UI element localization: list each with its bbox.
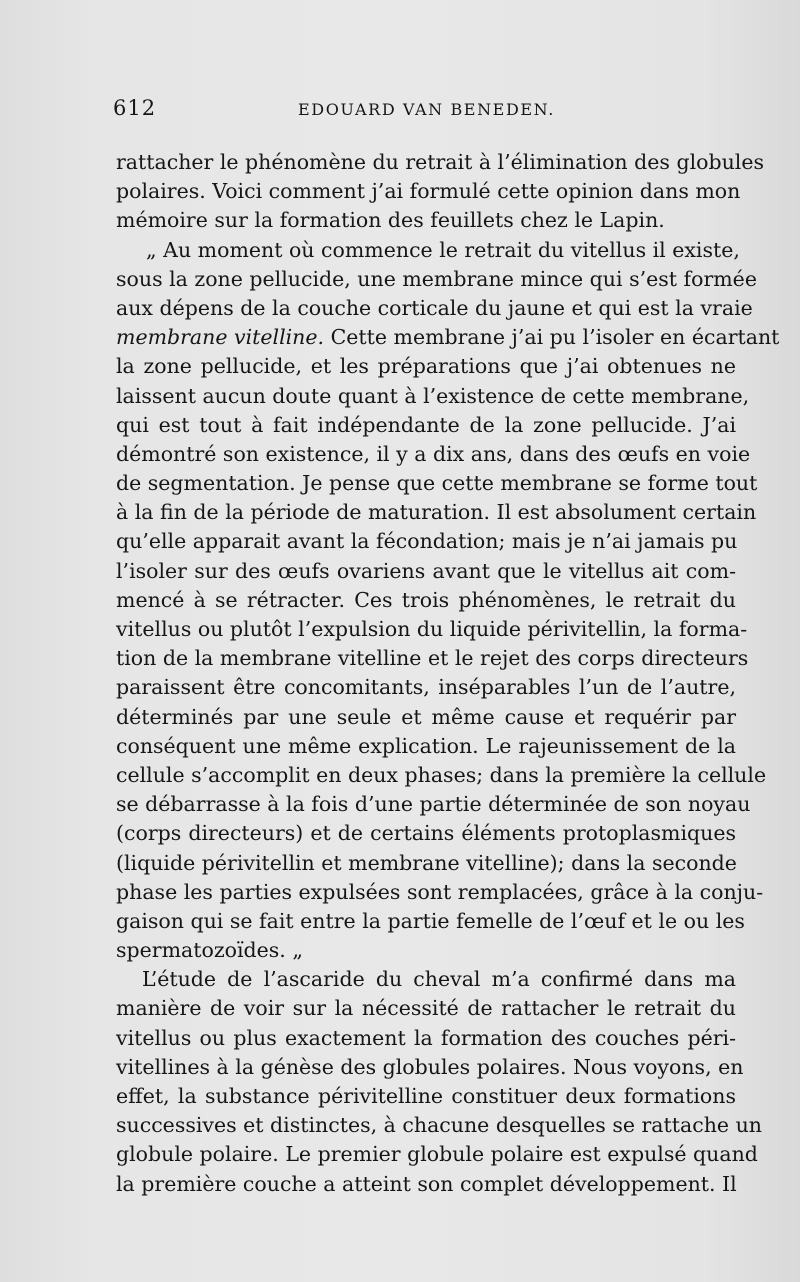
text-line: paraissent être concomitants, inséparables l’un de l’autre, [116, 675, 736, 700]
text-line: sous la zone pellucide, une membrane mince qui s’est formée [116, 266, 757, 291]
text-line: vitellus ou plus exactement la formation des couches péri- [116, 1025, 736, 1050]
text-line: (corps directeurs) et de certains éléments protoplasmiques [116, 821, 736, 846]
text-line: laissent aucun doute quant à l’existence de cette membrane, [116, 383, 750, 408]
text-line: „ Au moment où commence le retrait du vitellus il existe, [146, 237, 740, 262]
text-line: la première couche a atteint son complet développement. Il [116, 1171, 737, 1196]
text-line: mencé à se rétracter. Ces trois phénomènes, le retrait du [116, 587, 736, 612]
running-title: EDOUARD VAN BENEDEN. [298, 100, 555, 119]
text-line: qui est tout à fait indépendante de la zone pellucide. J’ai [116, 412, 736, 437]
text-line: rattacher le phénomène du retrait à l’élimination des globules [116, 150, 765, 174]
body-text [116, 148, 780, 1199]
text-line: gaison qui se fait entre la partie femelle de l’œuf et le ou les [116, 908, 745, 933]
text-line: déterminés par une seule et même cause et requérir par [116, 704, 736, 729]
text-line: vitellus ou plutôt l’expulsion du liquide périvitellin, la forma- [116, 617, 748, 641]
text-line: de segmentation. Je pense que cette membrane se forme tout [116, 471, 758, 496]
text-line: (liquide périvitellin et membrane vitelline); dans la seconde [116, 850, 737, 875]
page-number: 612 [113, 96, 157, 120]
text-line-rest: Cette membrane j’ai pu l’isoler en écartant [324, 325, 780, 350]
text-line: phase les parties expulsées sont remplacées, grâce à la conju- [116, 879, 764, 904]
page-header [113, 96, 733, 126]
text-line: manière de voir sur la nécessité de rattacher le retrait du [116, 996, 736, 1021]
text-line: l’isoler sur des œufs ovariens avant que le vitellus ait com- [116, 558, 736, 583]
italic-term: membrane vitelline. [116, 325, 325, 350]
text-line: effet, la substance périvitelline constituer deux formations [116, 1084, 736, 1108]
text-line: cellule s’accomplit en deux phases; dans la première la cellule [116, 762, 767, 787]
text-line: vitellines à la génèse des globules polaires. Nous voyons, en [116, 1054, 744, 1079]
text-line: polaires. Voici comment j’ai formulé cette opinion dans mon [116, 179, 741, 204]
text-line: mémoire sur la formation des feuillets chez le Lapin. [116, 208, 665, 233]
text-line: se débarrasse à la fois d’une partie déterminée de son noyau [116, 792, 751, 817]
text-line: la zone pellucide, et les préparations que j’ai obtenues ne [116, 354, 736, 379]
text-line: aux dépens de la couche corticale du jaune et qui est la vraie [116, 295, 753, 320]
text-line: démontré son existence, il y a dix ans, dans des œufs en voie [116, 441, 751, 466]
text-line: globule polaire. Le premier globule polaire est expulsé quand [116, 1142, 758, 1167]
text-line: L’étude de l’ascaride du cheval m’a confirmé dans ma [142, 967, 736, 992]
text-line: tion de la membrane vitelline et le rejet des corps directeurs [116, 646, 749, 671]
text-line: spermatozoïdes. „ [116, 938, 303, 963]
text-line: conséquent une même explication. Le rajeunissement de la [116, 733, 736, 758]
text-line: successives et distinctes, à chacune desquelles se rattache un [116, 1113, 762, 1138]
text-line [116, 323, 780, 352]
text-line: à la fin de la période de maturation. Il est absolument certain [116, 500, 757, 525]
text-line: qu’elle apparait avant la fécondation; mais je n’ai jamais pu [116, 529, 738, 554]
